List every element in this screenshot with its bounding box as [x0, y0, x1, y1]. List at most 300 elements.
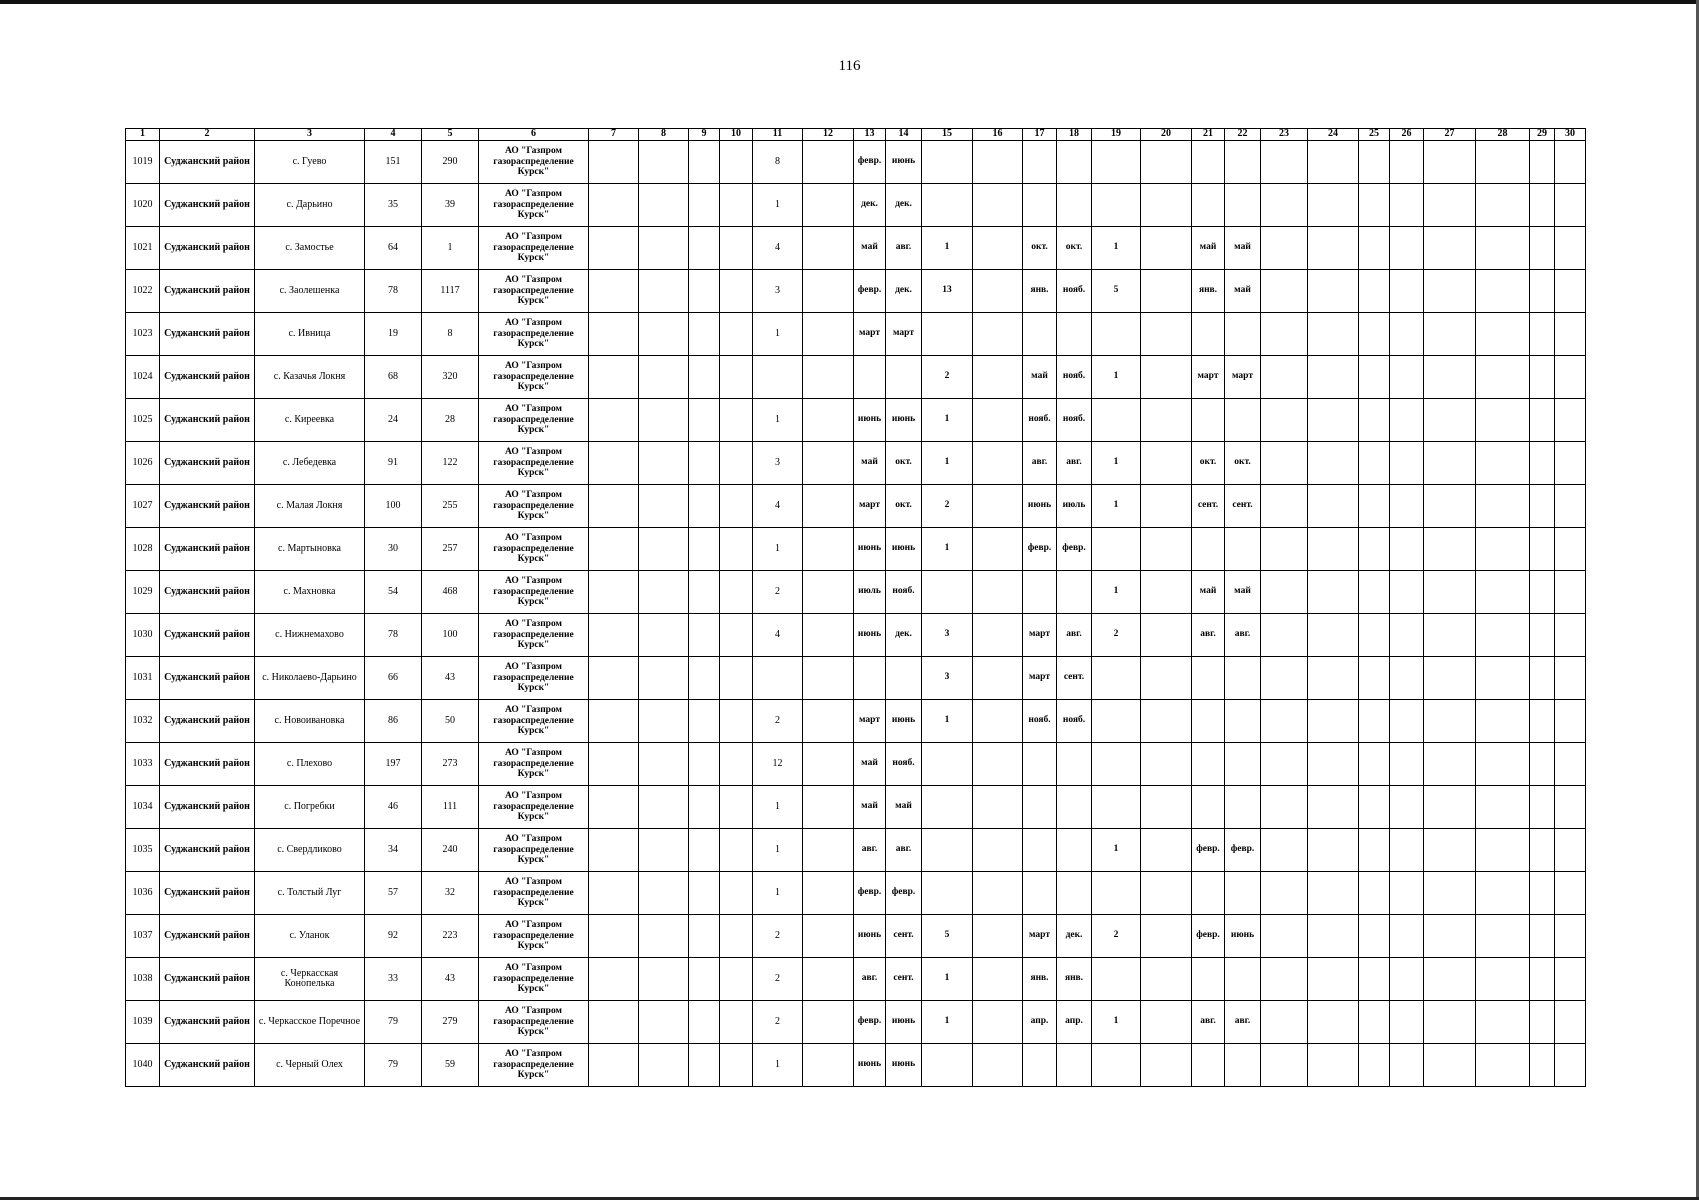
table-cell — [639, 786, 689, 829]
table-cell: февр. — [1057, 528, 1092, 571]
table-cell: авг. — [854, 829, 886, 872]
table-cell — [1390, 528, 1424, 571]
table-cell: 64 — [365, 227, 422, 270]
table-cell — [1555, 485, 1586, 528]
table-cell: АО "Газпром газораспределение Курск" — [479, 915, 589, 958]
table-cell — [1092, 1044, 1141, 1087]
table-cell: 1022 — [126, 270, 160, 313]
table-cell: Суджанский район — [160, 399, 255, 442]
table-cell — [639, 743, 689, 786]
table-cell: Суджанский район — [160, 571, 255, 614]
table-cell — [720, 915, 753, 958]
table-cell — [639, 829, 689, 872]
table-cell — [1530, 313, 1555, 356]
table-cell — [720, 184, 753, 227]
table-cell: Суджанский район — [160, 743, 255, 786]
table-cell — [922, 743, 973, 786]
column-header: 7 — [589, 129, 639, 141]
table-cell — [1141, 184, 1192, 227]
table-cell — [1390, 1044, 1424, 1087]
table-cell — [973, 915, 1023, 958]
table-cell: февр. — [854, 872, 886, 915]
table-cell: июнь — [1225, 915, 1261, 958]
table-cell: 50 — [422, 700, 479, 743]
table-cell: 1 — [922, 227, 973, 270]
table-cell — [1057, 313, 1092, 356]
table-cell: 43 — [422, 958, 479, 1001]
table-cell: нояб. — [1057, 270, 1092, 313]
table-cell: Суджанский район — [160, 270, 255, 313]
column-header: 21 — [1192, 129, 1225, 141]
table-cell — [973, 399, 1023, 442]
table-cell — [1359, 1044, 1390, 1087]
table-cell: май — [854, 442, 886, 485]
table-cell — [973, 872, 1023, 915]
table-cell: июнь — [886, 700, 922, 743]
table-cell — [1424, 184, 1476, 227]
table-row — [126, 485, 1586, 528]
table-cell: 1 — [922, 442, 973, 485]
table-cell — [1057, 184, 1092, 227]
table-cell: с. Черкасская Конопелька — [255, 958, 365, 1001]
table-row — [126, 657, 1586, 700]
table-cell — [1192, 528, 1225, 571]
table-cell — [1555, 313, 1586, 356]
table-cell: авг. — [1192, 1001, 1225, 1044]
column-header: 10 — [720, 129, 753, 141]
table-cell: 1031 — [126, 657, 160, 700]
table-cell: с. Мартыновка — [255, 528, 365, 571]
table-cell: 1037 — [126, 915, 160, 958]
table-cell — [1390, 872, 1424, 915]
table-cell: окт. — [1192, 442, 1225, 485]
table-cell — [1141, 141, 1192, 184]
table-cell: АО "Газпром газораспределение Курск" — [479, 1001, 589, 1044]
table-cell — [1390, 700, 1424, 743]
table-cell — [1141, 1044, 1192, 1087]
table-cell — [1390, 743, 1424, 786]
table-cell — [1555, 872, 1586, 915]
table-cell — [1225, 743, 1261, 786]
table-cell: с. Заолешенка — [255, 270, 365, 313]
table-cell — [720, 1001, 753, 1044]
column-header: 15 — [922, 129, 973, 141]
column-header: 8 — [639, 129, 689, 141]
table-cell: 1033 — [126, 743, 160, 786]
table-cell — [1424, 313, 1476, 356]
table-cell: авг. — [886, 829, 922, 872]
table-cell — [1555, 356, 1586, 399]
table-cell: авг. — [854, 958, 886, 1001]
table-cell — [973, 829, 1023, 872]
table-cell: 1 — [1092, 227, 1141, 270]
table-cell: авг. — [1225, 1001, 1261, 1044]
table-cell — [1555, 915, 1586, 958]
table-cell: май — [1225, 270, 1261, 313]
table-cell: июнь — [886, 1044, 922, 1087]
table-cell — [1261, 614, 1308, 657]
table-cell — [1424, 485, 1476, 528]
table-cell — [1308, 1044, 1359, 1087]
table-cell: 78 — [365, 270, 422, 313]
column-header: 4 — [365, 129, 422, 141]
table-cell — [720, 485, 753, 528]
table-cell — [1390, 915, 1424, 958]
table-cell — [1424, 743, 1476, 786]
table-cell — [1308, 700, 1359, 743]
column-header: 24 — [1308, 129, 1359, 141]
table-cell — [1308, 614, 1359, 657]
table-cell: Суджанский район — [160, 141, 255, 184]
table-cell — [1261, 141, 1308, 184]
table-cell: 468 — [422, 571, 479, 614]
column-header: 5 — [422, 129, 479, 141]
table-cell — [1261, 399, 1308, 442]
table-cell — [1390, 399, 1424, 442]
table-cell: Суджанский район — [160, 872, 255, 915]
table-cell — [1192, 399, 1225, 442]
table-cell — [1390, 227, 1424, 270]
table-cell — [689, 442, 720, 485]
table-cell — [1261, 442, 1308, 485]
table-cell: 1028 — [126, 528, 160, 571]
table-cell — [803, 700, 854, 743]
table-cell — [973, 227, 1023, 270]
table-cell — [639, 227, 689, 270]
table-cell — [589, 184, 639, 227]
table-cell: май — [1023, 356, 1057, 399]
table-cell — [1390, 786, 1424, 829]
table-cell — [1530, 399, 1555, 442]
table-cell — [1192, 700, 1225, 743]
table-cell — [973, 442, 1023, 485]
table-cell — [1359, 1001, 1390, 1044]
table-cell: 1 — [922, 1001, 973, 1044]
table-cell — [1192, 313, 1225, 356]
table-cell — [1390, 442, 1424, 485]
table-cell — [1225, 399, 1261, 442]
table-cell — [1476, 571, 1530, 614]
table-cell — [1308, 399, 1359, 442]
table-cell: май — [1192, 227, 1225, 270]
table-cell — [1390, 657, 1424, 700]
table-cell: 1021 — [126, 227, 160, 270]
table-cell — [803, 743, 854, 786]
table-cell — [803, 958, 854, 1001]
table-cell — [973, 184, 1023, 227]
table-cell — [1261, 485, 1308, 528]
table-cell — [639, 958, 689, 1001]
table-cell: 2 — [1092, 915, 1141, 958]
table-cell — [1530, 442, 1555, 485]
table-cell — [1141, 786, 1192, 829]
table-cell: 290 — [422, 141, 479, 184]
column-header: 25 — [1359, 129, 1390, 141]
table-cell — [1476, 743, 1530, 786]
table-cell: с. Новоивановка — [255, 700, 365, 743]
table-cell: сент. — [1192, 485, 1225, 528]
table-cell — [1359, 356, 1390, 399]
table-cell — [973, 270, 1023, 313]
table-cell — [803, 786, 854, 829]
table-cell — [1308, 958, 1359, 1001]
table-cell — [1141, 399, 1192, 442]
table-cell: авг. — [1192, 614, 1225, 657]
table-cell: 240 — [422, 829, 479, 872]
table-cell: 79 — [365, 1044, 422, 1087]
table-cell — [1390, 141, 1424, 184]
table-cell — [1308, 442, 1359, 485]
table-cell: 1 — [1092, 571, 1141, 614]
table-cell — [1424, 571, 1476, 614]
table-cell — [1057, 141, 1092, 184]
column-header: 11 — [753, 129, 803, 141]
table-cell: март — [854, 700, 886, 743]
table-cell — [1261, 571, 1308, 614]
table-row — [126, 141, 1586, 184]
table-cell — [1530, 356, 1555, 399]
table-cell — [1530, 141, 1555, 184]
table-row — [126, 184, 1586, 227]
table-cell: 33 — [365, 958, 422, 1001]
table-cell — [1555, 829, 1586, 872]
table-cell — [1424, 614, 1476, 657]
table-cell: 1039 — [126, 1001, 160, 1044]
table-body — [126, 141, 1586, 1087]
table-cell: нояб. — [1057, 700, 1092, 743]
table-cell: 8 — [422, 313, 479, 356]
table-cell: 1027 — [126, 485, 160, 528]
table-cell: окт. — [886, 485, 922, 528]
table-cell: с. Николаево-Дарьино — [255, 657, 365, 700]
table-row — [126, 958, 1586, 1001]
table-cell — [1092, 786, 1141, 829]
table-cell — [1476, 614, 1530, 657]
table-cell: март — [854, 485, 886, 528]
table-cell: 32 — [422, 872, 479, 915]
table-row — [126, 700, 1586, 743]
column-header: 23 — [1261, 129, 1308, 141]
table-cell — [720, 528, 753, 571]
table-cell: 1 — [422, 227, 479, 270]
table-cell — [689, 399, 720, 442]
table-cell — [1141, 657, 1192, 700]
table-cell — [753, 657, 803, 700]
table-cell: февр. — [1023, 528, 1057, 571]
table-cell: июнь — [854, 915, 886, 958]
table-cell — [1424, 442, 1476, 485]
table-cell — [1092, 141, 1141, 184]
table-cell: 19 — [365, 313, 422, 356]
table-cell — [1390, 356, 1424, 399]
table-cell: 39 — [422, 184, 479, 227]
table-cell — [1390, 313, 1424, 356]
table-cell — [1359, 528, 1390, 571]
table-cell — [803, 356, 854, 399]
table-cell — [1261, 958, 1308, 1001]
table-cell — [689, 313, 720, 356]
table-row — [126, 356, 1586, 399]
table-cell — [1192, 872, 1225, 915]
table-cell — [1141, 915, 1192, 958]
table-cell — [689, 571, 720, 614]
table-cell: 92 — [365, 915, 422, 958]
table-cell — [1023, 743, 1057, 786]
table-cell: 1036 — [126, 872, 160, 915]
table-cell: 34 — [365, 829, 422, 872]
table-cell: июнь — [854, 614, 886, 657]
table-cell — [1530, 528, 1555, 571]
table-cell: дек. — [886, 270, 922, 313]
column-header: 30 — [1555, 129, 1586, 141]
table-cell: май — [1225, 571, 1261, 614]
table-cell — [1555, 786, 1586, 829]
table-cell: 1 — [1092, 829, 1141, 872]
table-cell — [639, 528, 689, 571]
table-cell — [720, 829, 753, 872]
table-cell: 1 — [1092, 485, 1141, 528]
table-cell — [1092, 184, 1141, 227]
column-header: 27 — [1424, 129, 1476, 141]
table-row — [126, 227, 1586, 270]
column-header: 18 — [1057, 129, 1092, 141]
table-cell — [639, 184, 689, 227]
table-cell — [720, 958, 753, 1001]
table-cell — [689, 915, 720, 958]
table-cell: июнь — [886, 141, 922, 184]
table-cell: АО "Газпром газораспределение Курск" — [479, 356, 589, 399]
table-cell: окт. — [1225, 442, 1261, 485]
table-cell: 100 — [422, 614, 479, 657]
table-cell — [1530, 485, 1555, 528]
table-cell — [1023, 141, 1057, 184]
table-cell: 24 — [365, 399, 422, 442]
table-cell: АО "Газпром газораспределение Курск" — [479, 786, 589, 829]
table-cell: 279 — [422, 1001, 479, 1044]
table-cell: март — [886, 313, 922, 356]
table-cell — [720, 571, 753, 614]
table-cell: 1034 — [126, 786, 160, 829]
table-cell — [1555, 1001, 1586, 1044]
table-cell — [689, 786, 720, 829]
table-cell: окт. — [1023, 227, 1057, 270]
table-cell — [1023, 786, 1057, 829]
table-cell — [1424, 141, 1476, 184]
table-cell — [1424, 786, 1476, 829]
table-cell — [973, 528, 1023, 571]
table-cell — [720, 700, 753, 743]
table-cell — [1359, 657, 1390, 700]
table-cell — [803, 571, 854, 614]
table-cell — [1225, 657, 1261, 700]
table-cell: июнь — [854, 1044, 886, 1087]
table-cell — [922, 786, 973, 829]
table-cell: 28 — [422, 399, 479, 442]
table-cell — [589, 1001, 639, 1044]
table-cell — [1092, 743, 1141, 786]
table-cell: 3 — [922, 614, 973, 657]
column-header: 2 — [160, 129, 255, 141]
table-cell: АО "Газпром газораспределение Курск" — [479, 528, 589, 571]
table-cell — [1225, 141, 1261, 184]
table-cell — [689, 958, 720, 1001]
table-cell: Суджанский район — [160, 528, 255, 571]
table-cell — [589, 227, 639, 270]
table-cell — [1359, 313, 1390, 356]
table-cell — [1476, 1044, 1530, 1087]
column-header: 13 — [854, 129, 886, 141]
table-cell: февр. — [854, 270, 886, 313]
table-cell — [1555, 399, 1586, 442]
table-cell — [1141, 1001, 1192, 1044]
table-cell: сент. — [886, 915, 922, 958]
table-cell: 4 — [753, 614, 803, 657]
table-cell — [1530, 1044, 1555, 1087]
table-cell — [1359, 743, 1390, 786]
table-cell: 43 — [422, 657, 479, 700]
table-cell: май — [854, 786, 886, 829]
table-cell — [689, 141, 720, 184]
table-cell — [1476, 786, 1530, 829]
table-cell — [1424, 829, 1476, 872]
table-cell — [803, 915, 854, 958]
table-cell — [689, 743, 720, 786]
table-cell — [1192, 958, 1225, 1001]
table-cell — [922, 184, 973, 227]
table-cell: АО "Газпром газораспределение Курск" — [479, 657, 589, 700]
table-cell: Суджанский район — [160, 657, 255, 700]
table-cell — [1555, 571, 1586, 614]
table-cell: нояб. — [1023, 399, 1057, 442]
table-cell — [803, 872, 854, 915]
table-cell — [1308, 1001, 1359, 1044]
table-cell — [1476, 270, 1530, 313]
page-number: 116 — [838, 58, 861, 74]
table-cell — [1424, 872, 1476, 915]
table-cell — [1092, 872, 1141, 915]
table-cell — [1530, 786, 1555, 829]
table-cell: май — [1225, 227, 1261, 270]
table-cell: с. Махновка — [255, 571, 365, 614]
table-cell: 1030 — [126, 614, 160, 657]
table-cell: АО "Газпром газораспределение Курск" — [479, 614, 589, 657]
table-row — [126, 915, 1586, 958]
table-cell — [1476, 399, 1530, 442]
table-cell — [1476, 356, 1530, 399]
table-cell — [1261, 528, 1308, 571]
table-cell: 1 — [753, 399, 803, 442]
table-cell — [803, 141, 854, 184]
table-cell — [1141, 614, 1192, 657]
table-cell — [922, 872, 973, 915]
table-cell — [1092, 958, 1141, 1001]
table-cell — [1308, 829, 1359, 872]
table-cell — [973, 485, 1023, 528]
table-cell: март — [1192, 356, 1225, 399]
table-cell — [689, 184, 720, 227]
table-cell: авг. — [1225, 614, 1261, 657]
table-cell: АО "Газпром газораспределение Курск" — [479, 958, 589, 1001]
table-cell: 1 — [753, 786, 803, 829]
table-cell — [1308, 184, 1359, 227]
table-cell — [689, 872, 720, 915]
table-cell — [1530, 872, 1555, 915]
table-cell: Суджанский район — [160, 313, 255, 356]
table-cell — [1359, 270, 1390, 313]
table-cell — [922, 571, 973, 614]
table-cell — [886, 657, 922, 700]
table-row — [126, 872, 1586, 915]
